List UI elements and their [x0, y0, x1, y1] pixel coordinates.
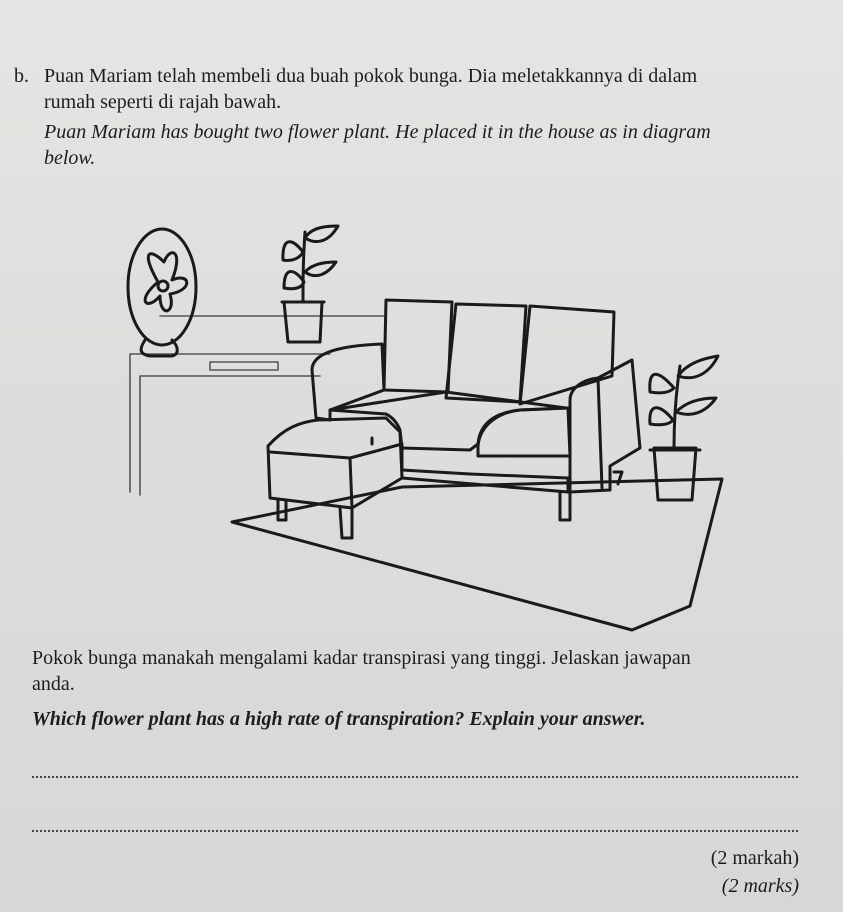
question-malay-line-2: rumah seperti di rajah bawah. — [44, 91, 282, 113]
prompt-english: Which flower plant has a high rate of transpiration? Explain your answer. — [32, 708, 646, 730]
question-label: b. — [14, 65, 29, 87]
table-front-line — [140, 376, 320, 495]
answer-line-1[interactable] — [32, 776, 798, 778]
table-drawer — [210, 362, 278, 370]
marks-english: (2 marks) — [721, 875, 799, 897]
question-english-line-2: below. — [44, 147, 96, 169]
prompt-malay-line-1: Pokok bunga manakah mengalami kadar transpirasi yang tinggi. Jelaskan jawapan — [32, 647, 691, 669]
prompt-malay-line-2: anda. — [32, 673, 75, 695]
answer-line-2[interactable] — [32, 830, 798, 832]
marks-malay: (2 markah) — [710, 847, 799, 869]
fan-icon — [128, 229, 196, 356]
question-english-line-1: Puan Mariam has bought two flower plant. He placed it in the house as in diagram — [44, 121, 711, 143]
question-malay-line-1: Puan Mariam telah membeli dua buah pokok bunga. Dia meletakkannya di dalam — [44, 65, 698, 87]
flower-plant-on-table — [282, 226, 338, 342]
